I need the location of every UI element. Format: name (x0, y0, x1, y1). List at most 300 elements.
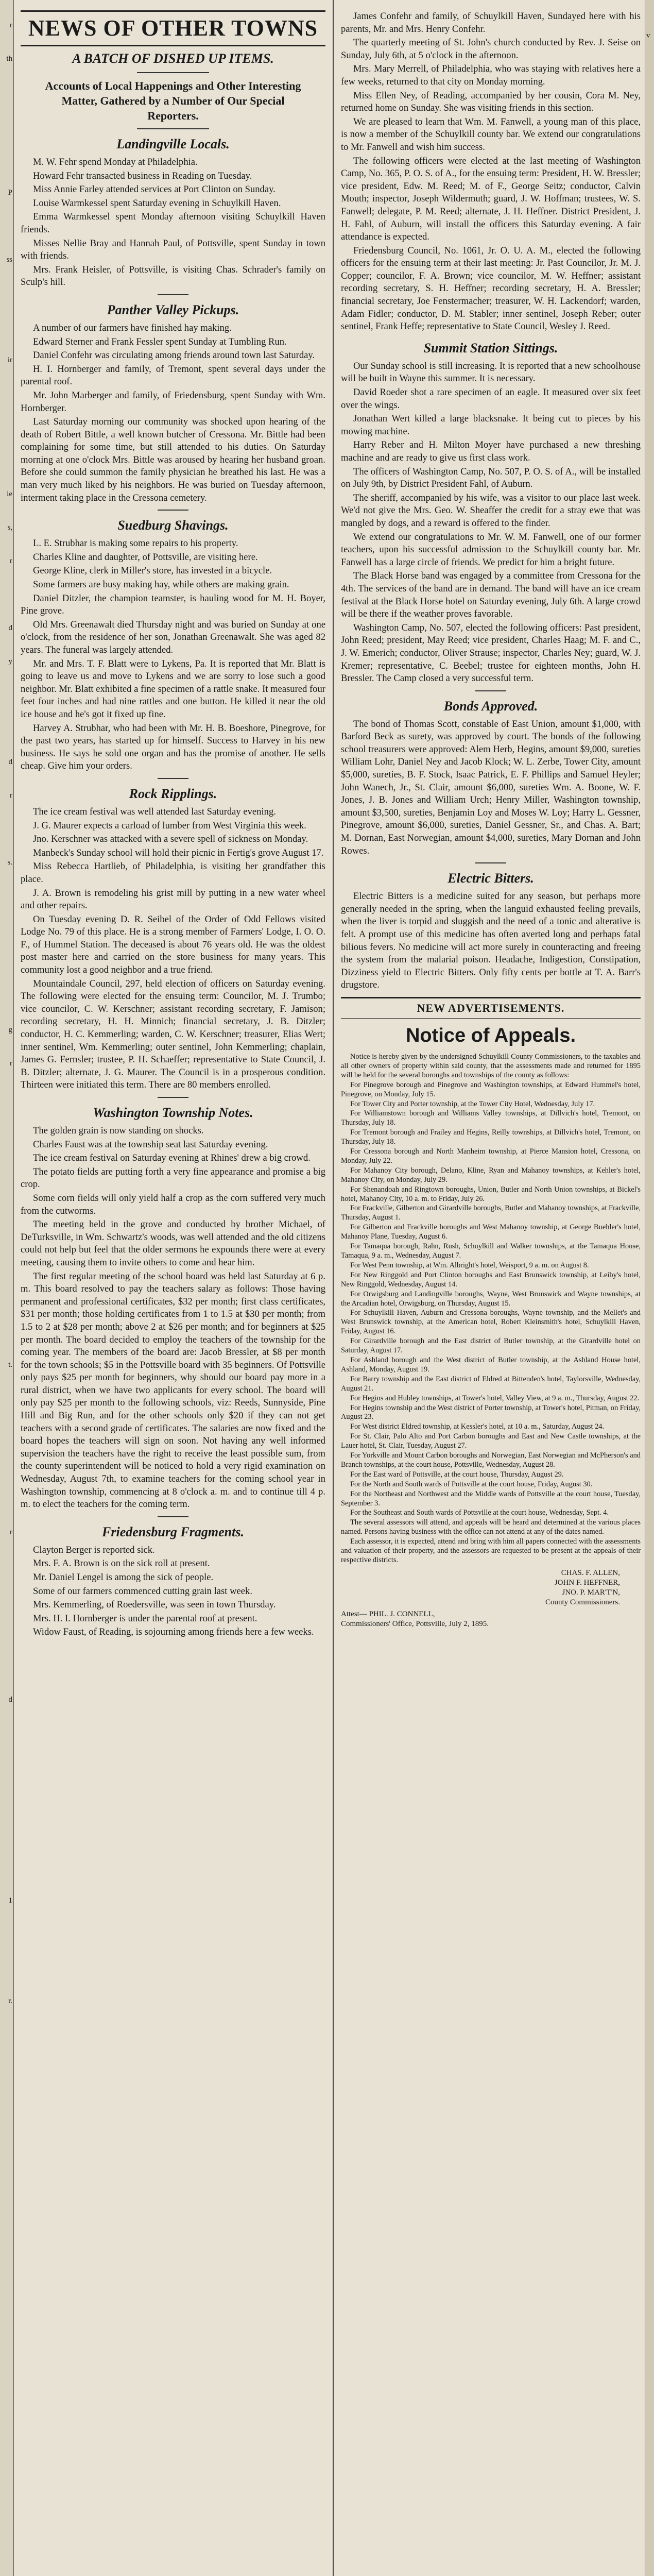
appeal-schedule-item: For the North and South wards of Pottsville at the court house, Friday, August 30. (350, 1480, 593, 1488)
headline-subdeck: Accounts of Local Happenings and Other Interesting Matter, Gathered by a Number of Our Special Reporters. (45, 79, 301, 122)
margin-fragment (645, 252, 654, 262)
margin-fragment (645, 1337, 654, 1347)
news-item: Manbeck's Sunday school will hold their picnic in Fertig's grove August 17. (33, 847, 324, 858)
margin-fragment (645, 915, 654, 925)
bonds-items (341, 718, 641, 858)
margin-fragment (645, 614, 654, 623)
margin-fragment (0, 1260, 13, 1269)
news-item: The officers of Washington Camp, No. 507, P. O. S. of A., will be installed on July 9th, by District President Fahl, of Auburn. (341, 466, 641, 490)
news-item: Some of our farmers commenced cutting grain last week. (33, 1585, 252, 1597)
news-item: George Kline, clerk in Miller's store, has invested in a bicycle. (33, 565, 272, 577)
appeal-schedule-item: For the Southeast and South wards of Pottsville at the court house, Wednesday, Sept. 4. (350, 1509, 609, 1517)
news-item: Daniel Confehr was circulating among friends around town last Saturday. (33, 350, 315, 361)
signature-line: CHAS. F. ALLEN, (561, 1568, 620, 1577)
margin-fragment (0, 2465, 13, 2475)
margin-fragment (645, 815, 654, 824)
margin-fragment: s, (7, 523, 12, 532)
margin-fragment (645, 1598, 654, 1608)
news-item: The ice cream festival on Saturday evening at Rhines' drew a big crowd. (33, 1153, 311, 1164)
section-title: Landingville Locals. (116, 137, 230, 151)
margin-fragment (645, 654, 654, 664)
signature-line: JOHN F. HEFFNER, (554, 1578, 620, 1587)
appeal-schedule-item: For Tower City and Porter township, at the Tower City Hotel, Wednesday, July 17. (350, 1099, 595, 1108)
margin-fragment (0, 2063, 13, 2073)
divider (475, 862, 506, 863)
margin-fragment (645, 1478, 654, 1487)
margin-fragment (645, 1578, 654, 1588)
news-item: Old Mrs. Greenawalt died Thursday night and was buried on Sunday at one o'clock, from the residence of her son, Jonathan Greenawalt. She was aged 82 years. The funeral was largely attended. (21, 619, 325, 655)
news-item: A number of our farmers have finished hay making. (33, 322, 232, 333)
section-title-summit: Summit Station Sittings. (423, 340, 558, 355)
margin-fragment (645, 71, 654, 81)
margin-fragment (645, 1980, 654, 1990)
margin-fragment: r (10, 1528, 12, 1536)
margin-fragment (645, 2442, 654, 2452)
news-item: Mr. and Mrs. T. F. Blatt were to Lykens, Pa. It is reported that Mr. Blatt is going to leave us and move to Lykens and we are sorry to lose such a good neighbor. Mr. Blatt exhibited a fine specimen of a rattle snake. It measured four feet four inches and had nine rattles and one button. He killed it near the old ice house and he's got it fixed up fine. (21, 658, 325, 720)
margin-fragment (645, 714, 654, 724)
news-item: Charles Kline and daughter, of Pottsville, are visiting here. (33, 551, 258, 563)
margin-fragment (645, 1277, 654, 1286)
advertisement-text: Electric Bitters is a medicine suited for any season, but perhaps more generally needed in the spring, when the languid exhausted feeling prevails, when the liver is torpid and sluggish and the need of a tonic and alterative is felt. A prompt use of this medicine has often averted long and perhaps fatal bilious fevers. No medicine will act more surely in counteracting and freeing the system from the malarial poison. Headache, Indigestion, Constipation, Dizziness yield to Electric Bitters. Only fifty cents per bottle at T. A. Barr's drugstore. (341, 891, 641, 991)
margin-fragment (645, 634, 654, 643)
news-item: Daniel Ditzler, the champion teamster, is hauling wood for M. H. Boyer, Pine grove. (21, 592, 325, 617)
section-title: Rock Ripplings. (129, 786, 217, 801)
appeal-schedule-item: Each assessor, it is expected, attend and bring with him all papers connected with the assessments and valuation of their property, and the assessors are requested to be present at the appeals of their respective districts. (341, 1537, 641, 1564)
local-sections (21, 135, 325, 1639)
appeal-schedule-item: For Hegins and Hubley townships, at Tower's hotel, Valley View, at 9 a. m., Thursday, August 22. (350, 1394, 640, 1402)
margin-fragment (0, 1595, 13, 1604)
margin-fragment (645, 2301, 654, 2311)
margin-fragment (645, 2321, 654, 2331)
margin-fragment (645, 433, 654, 443)
margin-fragment (645, 533, 654, 543)
margin-fragment (0, 389, 13, 399)
section-title-bitters: Electric Bitters. (448, 871, 534, 886)
margin-fragment (645, 1518, 654, 1528)
appeal-schedule-item: For St. Clair, Palo Alto and Port Carbon boroughs and East and New Castle townships, at the Lauer hotel, St. Clair, Tuesday, August 27. (341, 1432, 641, 1450)
divider (158, 1097, 188, 1098)
margin-fragment (645, 1156, 654, 1166)
margin-fragment (645, 975, 654, 985)
margin-fragment (645, 1920, 654, 1929)
margin-fragment (645, 1558, 654, 1568)
news-item: Clayton Berger is reported sick. (33, 1544, 155, 1555)
margin-fragment (645, 1799, 654, 1809)
appeal-schedule-item: For Gilberton and Frackville boroughs and West Mahanoy township, at George Buehler's hotel, Mahanoy Plane, Tuesday, August 6. (341, 1223, 641, 1241)
margin-fragment: t. (8, 1361, 12, 1369)
margin-fragment (645, 2100, 654, 2110)
margin-fragment (645, 1538, 654, 1548)
margin-fragment (645, 1960, 654, 1970)
right-edge-strip (645, 0, 654, 2576)
margin-fragment (0, 2499, 13, 2509)
margin-fragment (645, 1638, 654, 1648)
news-item: Misses Nellie Bray and Hannah Paul, of Pottsville, spent Sunday in town with friends. (21, 238, 325, 262)
margin-fragment (0, 1795, 13, 1805)
commissioners-signature (341, 1568, 641, 1607)
news-item: Our Sunday school is still increasing. It is reported that a new schoolhouse will be built in Wayne this summer. It is necessary. (341, 360, 641, 384)
margin-fragment (0, 590, 13, 600)
news-item: The quarterly meeting of St. John's church conducted by Rev. J. Seise on Sunday, July 6th, at 5 o'clock in the afternoon. (341, 37, 641, 61)
new-advertisements-title: NEW ADVERTISEMENTS. (341, 997, 641, 1019)
bitters-items (341, 890, 641, 992)
news-item: Mr. John Marberger and family, of Friedensburg, spent Sunday with Wm. Hornberger. (21, 389, 325, 414)
margin-fragment: d (8, 624, 12, 632)
margin-fragment (645, 493, 654, 503)
news-item: Mrs. H. I. Hornberger is under the parental roof at present. (33, 1613, 257, 1624)
margin-fragment (645, 2261, 654, 2271)
margin-fragment (0, 1427, 13, 1437)
news-item: Harry Reber and H. Milton Moyer have purchased a new threshing machine and are ready to give us first class work. (341, 439, 641, 463)
margin-fragment (0, 1394, 13, 1403)
news-item: On Tuesday evening D. R. Seibel of the Order of Odd Fellows visited Lodge No. 79 of this place. He is a strong member of Farmers' Lodge, I. O. O. F., of Hummel Station. The deceased is about 76 years old. He was the oldest post master here and carried on the store business for many years. This community lost a good neighbor and a true friend. (21, 913, 325, 976)
news-item: H. I. Hornberger and family, of Tremont, spent several days under the parental roof. (21, 363, 325, 387)
news-item: J. A. Brown is remodeling his grist mill by putting in a new water wheel and other repairs. (21, 887, 325, 911)
margin-fragment: d (8, 758, 12, 766)
margin-fragment: r (10, 21, 12, 29)
margin-fragment (0, 2130, 13, 2140)
margin-fragment (645, 1377, 654, 1387)
margin-fragment (645, 453, 654, 463)
margin-fragment (0, 2030, 13, 2040)
news-item: The potato fields are putting forth a very fine appearance and promise a big crop. (21, 1166, 325, 1190)
margin-fragment (645, 1257, 654, 1266)
headline-deck: A BATCH OF DISHED UP ITEMS. (72, 51, 274, 66)
margin-fragment: th (6, 55, 12, 63)
margin-fragment (0, 2231, 13, 2241)
margin-fragment (645, 312, 654, 322)
margin-fragment: 1 (8, 1896, 12, 1905)
margin-fragment: ss (6, 256, 12, 264)
divider (158, 778, 188, 779)
margin-fragment (0, 2566, 13, 2575)
divider (137, 72, 209, 73)
margin-fragment (0, 2432, 13, 2442)
margin-fragment (645, 674, 654, 684)
margin-fragment (0, 2197, 13, 2207)
news-item: Mrs. Mary Merrell, of Philadelphia, who was staying with relatives here a few weeks, returned to that city on Monday morning. (341, 63, 641, 87)
appeal-schedule-item: For Hegins township and the West district of Porter township, at Tower's hotel, Pitman, on Friday, August 23. (341, 1403, 641, 1421)
margin-fragment (645, 2382, 654, 2392)
margin-fragment (0, 88, 13, 97)
margin-fragment (645, 1036, 654, 1045)
margin-fragment (645, 2342, 654, 2351)
margin-fragment (645, 393, 654, 402)
margin-fragment (0, 2264, 13, 2274)
margin-fragment (645, 1076, 654, 1086)
margin-fragment (645, 734, 654, 744)
news-item: Harvey A. Strubhar, who had been with Mr. H. B. Boeshore, Pinegrove, for the past two years, has started up for himself. Success to Harvey in his new business. He says he sold one organ and has the promise of another. He sells cheap. Give him your orders. (21, 722, 325, 772)
margin-fragment (645, 172, 654, 181)
divider (137, 128, 209, 129)
margin-fragment (645, 895, 654, 905)
news-item: The golden grain is now standing on shocks. (33, 1125, 204, 1136)
news-item: Mrs. Frank Heisler, of Pottsville, is visiting Chas. Schrader's family on Sculp's hill. (21, 264, 325, 288)
margin-fragment (645, 2000, 654, 2010)
margin-fragment (645, 1779, 654, 1789)
news-item: Miss Annie Farley attended services at Port Clinton on Sunday. (33, 184, 276, 195)
margin-fragment (645, 2241, 654, 2251)
margin-fragment (645, 1819, 654, 1829)
appeal-schedule-item: For Tremont borough and Frailey and Hegins, Reilly townships, at Dillvich's hotel, Tremont, on Thursday, July 18. (341, 1128, 641, 1146)
margin-fragment (645, 1498, 654, 1507)
margin-fragment (0, 1862, 13, 1872)
margin-fragment (645, 2141, 654, 2150)
margin-fragment (645, 1196, 654, 1206)
section-title: Suedburg Shavings. (117, 518, 229, 533)
margin-fragment (645, 1618, 654, 1628)
attest-role: Commissioners' Office, Pottsville, July 2, 1895. (341, 1619, 489, 1628)
margin-fragment (0, 456, 13, 466)
margin-fragment (645, 473, 654, 483)
margin-fragment (645, 1679, 654, 1688)
divider (475, 690, 506, 691)
news-item: Washington Camp, No. 507, elected the following officers: Past president, John Reed; president, May Reed; vice president, Charles Haag; M. F. and C., J. W. Emerich; conductor, Oliver Strause; inspector, Charles Ney; guard, W. J. Kremer; representative, C. Beebel; trustee for eighteen months, John H. Bressler. The Camp closed a very successful term. (341, 622, 641, 684)
margin-fragment (645, 372, 654, 382)
appeal-schedule-item: For West district Eldred township, at Kessler's hotel, at 10 a. m., Saturday, August 24. (350, 1422, 605, 1431)
attest-block (341, 1609, 641, 1629)
news-item: Miss Ellen Ney, of Reading, accompanied by her cousin, Cora M. Ney, returned home on Sunday. She was visiting friends in this section. (341, 90, 641, 114)
appeal-schedule-item: For Ashland borough and the West district of Butler township, at the Ashland House hotel, Ashland, Monday, August 19. (341, 1355, 641, 1374)
margin-fragment (645, 192, 654, 201)
margin-fragment (645, 774, 654, 784)
margin-fragment (0, 322, 13, 332)
margin-fragment: d (8, 1696, 12, 1704)
news-item: We are pleased to learn that Wm. M. Fanwell, a young man of this place, is now a member of the Schuylkill county bar. We extend our congratulations to Mr. Fanwell and wish him success. (341, 116, 641, 152)
margin-fragment (645, 2543, 654, 2552)
summit-items (341, 360, 641, 685)
news-item: The meeting held in the grove and conducted by brother Michael, of DeTurksville, in Wm. Schwartz's woods, was well attended and the old citizens could not help but feel that the older sermons he expounds there were at every meeting, causing them to invite others to come and hear him. (21, 1219, 325, 1268)
margin-fragment (645, 1397, 654, 1407)
appeal-schedule-item: For New Ringgold and Port Clinton boroughs and East Brunswick township, at Leiby's hotel, New Ringgold, Wednesday, August 14. (341, 1270, 641, 1289)
news-item: James Confehr and family, of Schuylkill Haven, Sundayed here with his parents, Mr. and Mrs. Henry Confehr. (341, 11, 641, 35)
margin-fragment (0, 2097, 13, 2107)
margin-fragment (0, 1159, 13, 1169)
margin-fragment (645, 594, 654, 603)
margin-fragment (0, 2398, 13, 2408)
margin-fragment (645, 2060, 654, 2070)
margin-fragment (0, 2164, 13, 2174)
margin-fragment (645, 794, 654, 804)
margin-fragment (645, 1458, 654, 1467)
margin-fragment (0, 1728, 13, 1738)
margin-fragment (645, 2502, 654, 2512)
margin-fragment (645, 875, 654, 885)
appeal-schedule-item: For Frackville, Gilberton and Girardville boroughs, Butler and Mahanoy townships, at Frackville, Thursday, August 1. (341, 1204, 641, 1222)
margin-fragment (645, 1940, 654, 1950)
news-item: Miss Rebecca Hartlieb, of Philadelphia, is visiting her grandfather this place. (21, 861, 325, 885)
news-item: Some corn fields will only yield half a crop as the corn suffered very much from the cutworms. (21, 1192, 325, 1216)
page-headline: NEWS OF OTHER TOWNS (21, 10, 325, 46)
margin-fragment (645, 995, 654, 1005)
news-item: The ice cream festival was well attended last Saturday evening. (33, 806, 276, 817)
right-top-items (341, 10, 641, 333)
margin-fragment (0, 992, 13, 1002)
margin-fragment (0, 1126, 13, 1136)
margin-fragment (645, 2201, 654, 2211)
news-item: Louise Warmkessel spent Saturday evening in Schuylkill Haven. (33, 197, 281, 209)
margin-fragment (645, 151, 654, 161)
margin-fragment (645, 1056, 654, 1065)
margin-fragment (0, 1561, 13, 1571)
section-title: Washington Township Notes. (93, 1105, 253, 1120)
margin-fragment (0, 222, 13, 231)
margin-fragment (645, 1859, 654, 1869)
appeal-schedule-item: For the East ward of Pottsville, at the court house, Thursday, August 29. (350, 1470, 564, 1479)
margin-fragment (0, 1226, 13, 1236)
margin-fragment (645, 1136, 654, 1146)
news-item: The sheriff, accompanied by his wife, was a visitor to our place last week. We'd not give the Mrs. Geo. W. Sheaffer the credit for a stray ewe that was mangled by dogs, and a reward is offered to the finder. (341, 492, 641, 529)
margin-fragment (0, 690, 13, 700)
notice-of-appeals-title: Notice of Appeals. (405, 1024, 576, 1046)
news-item: Friedensburg Council, No. 1061, Jr. O. U. A. M., elected the following officers for the ensuing term at their last meeting: Jr. Past Councilor, Jr. M. J. Copper; councilor, F. A. Brown; vice councilor, M. W. Heffner; assistant recording secretary, S. H. Heffner; recording secretary, H. A. Bressler; financial secretary, Joe Fenstermacher; treasurer, W. H. Lackendorf; warden, Adam Fidler; conductor, D. M. Stabler; inner sentinel, Joseph Reber; outer sentinel, Frank Heffe; representative to State Council, Wesley J. Reed. (341, 245, 641, 332)
news-item: Widow Faust, of Reading, is sojourning among friends here a few weeks. (33, 1626, 314, 1638)
divider (158, 294, 188, 295)
margin-fragment (0, 2331, 13, 2341)
news-item: Mrs. Kemmerling, of Roedersville, was seen in town Thursday. (33, 1599, 276, 1611)
margin-fragment (645, 835, 654, 844)
margin-fragment (645, 2281, 654, 2291)
margin-fragment (0, 1662, 13, 1671)
margin-fragment (645, 553, 654, 563)
margin-fragment (645, 1437, 654, 1447)
margin-fragment (0, 2365, 13, 2375)
right-column (337, 0, 644, 2576)
margin-fragment (645, 2362, 654, 2371)
news-item: Last Saturday morning our community was shocked upon hearing of the death of Robert Bittle, a well known butcher of Cressona. Mr. Bittle had been complaining for some time, but still attended to his duties. On Saturday morning at one o'clock Mrs. Bittle was aroused by hearing her husband groan. Before she could summon the family physician he breathed his last. He was a man very much liked by his neighbors. He was buried on Tuesday afternoon, interment taking place in the Cressona cemetery. (21, 416, 325, 503)
margin-fragment (645, 272, 654, 282)
appeal-schedule-item: For Barry township and the East district of Eldred at Bittenden's hotel, Taylorsville, Wednesday, August 21. (341, 1375, 641, 1393)
news-item: We extend our congratulations to Mr. W. M. Fanwell, one of our former teachers, upon his successful admission to the Schuylkill county bar. Mr. Fanwell has a large circle of friends. We predict for him a bright future. (341, 531, 641, 568)
attest-name: PHIL. J. CONNELL, (369, 1609, 435, 1618)
margin-fragment (0, 1929, 13, 1939)
margin-fragment: ir (7, 356, 12, 364)
margin-fragment (645, 2181, 654, 2191)
margin-fragment (645, 352, 654, 362)
margin-fragment (645, 413, 654, 422)
appeal-schedule-item: For Cressona borough and North Manheim township, at Pierce Mansion hotel, Cressona, on Monday, July 22. (341, 1147, 641, 1165)
signature-role: County Commissioners. (545, 1598, 620, 1606)
margin-fragment (0, 724, 13, 734)
margin-fragment (645, 573, 654, 583)
news-item: Mountaindale Council, 297, held election of officers on Saturday evening. The following were elected for the ensuing term: Councilor, M. J. Trumbo; vice councilor, C. W. Kerschner; assistant recording secretary, F. Jamison; recording secretary, H. H. Minnich; financial secretary, J. B. Ditzler; conductor, H. C. Kemmerling; warden, C. W. Kerschner; treasurer, Elias Wert; inner sentinel, Wm. Kemmerling; outer sentinel, John Kemmerling; chaplain, James G. Fernsler; trustee, P. H. Schaeffer; representative to State Council, J. B. Ditzler; alternate, J. G. Maurer. The Council is in a prosperous condition. Thirteen were initiated this term. There are 80 members enrolled. (21, 978, 325, 1091)
appeal-schedule-item: For Orwigsburg and Landingville boroughs, Wayne, West Brunswick and Wayne townships, at the Arcadian hotel, Orwigsburg, on Thursday, August 15. (341, 1290, 641, 1308)
margin-fragment (645, 1658, 654, 1668)
section-title: Panther Valley Pickups. (107, 302, 239, 317)
news-item: The Black Horse band was engaged by a committee from Cressona for the 4th. The services of the band are in demand. The band will have an ice cream festival at the Black Horse hotel on Saturday evening, July 6th. A large crowd will be there if the weather proves favorable. (341, 570, 641, 620)
margin-fragment (0, 1762, 13, 1772)
margin-fragment (645, 2402, 654, 2412)
news-item: Charles Faust was at the township seat last Saturday evening. (33, 1139, 268, 1150)
section-title: Friedensburg Fragments. (102, 1524, 244, 1539)
margin-fragment (645, 212, 654, 222)
margin-fragment: y (8, 657, 12, 666)
margin-fragment (0, 1092, 13, 1102)
margin-fragment (0, 1461, 13, 1470)
margin-fragment (645, 1719, 654, 1728)
news-item: The bond of Thomas Scott, constable of East Union, amount $1,000, with Barford Beck as surety, was approved by court. The bonds of the following school treasurers were approved: Alem Herb, Hegins, amount $9,000, sureties William Lohr, Daniel Ney and Jacob Klock; W. L. Zerbe, Tower City, amount $5,000, sureties, B. F. Stock, Isaac Patrick, E. F. Phillips and Samuel Heyler; John Wanech, Jr., St. Clair, amount $6,000, sureties Wm. A. Boone, W. F. Jones, J. B. Jones and William Urch; Henry Miller, Washington township, amount $3,500, sureties, Benjamin Loy and Moses W. Loy; Harry L. Gessner, Pinegrove, amount $6,000, sureties, Daniel Gessner, Sr., and Chas. A. Bart; M. Dornan, East Norwegian, amount $4,000, sureties, Mary Dornan and John Rowes. (341, 718, 641, 856)
margin-fragment: s. (7, 858, 12, 867)
margin-fragment (645, 111, 654, 121)
signature-line: JNO. P. MAR'T'N, (562, 1588, 620, 1597)
margin-fragment (645, 1297, 654, 1307)
news-item: Jno. Kerschner was attacked with a severe spell of sickness on Monday. (33, 834, 308, 845)
margin-fragment (645, 1236, 654, 1246)
news-of-other-towns-column (15, 0, 331, 2576)
margin-fragment (645, 1096, 654, 1106)
appeal-schedule-item: For Mahanoy City borough, Delano, Kline, Ryan and Mahanoy townships, at Kehler's hotel, Mahanoy City, on Monday, July 29. (341, 1166, 641, 1184)
margin-fragment (645, 2080, 654, 2090)
margin-fragment (645, 2020, 654, 2030)
news-item: The first regular meeting of the school board was held last Saturday at 6 p. m. This board resolved to pay the teachers salary as follows: Those having permanent and professional certificates, $32 per month; first class certificates, $31 per month; those holding certificates from 1 to 1.5 at $30 per month; from 1.5 to 2 at $28 per month; above 2 at $26 per month; and for beginners at $25 per month. The board decided to employ the teachers of the township for the coming year. The members of the board are: Jacob Bressler, at $8 per month for the town schools; $5 in the Pottsville board with 35 beginners. Of Pottsville only pays $25 per month for beginners, why should our board pay more in a rural district, when we have two applicants for every school. The board will only pay $25 per month to the following schools, viz: Reeds, Sunnyside, Pine Hill and Big Run, and for the other schools only $20 if they can not get teachers with a second grade of certificates. The salaries are now fixed and the board hopes the teachers will sign on soon. Not having any well informed supervision the teachers have the right to receive the least possible sum, from the county superintendent will be noticed to hold a very rigid examination on Wednesday, August 7th, to examine teachers for the coming school year in Washington township, commencing at 8 o'clock a. m. and to continue till 4 p. m. to elect the teachers for the coming term. (21, 1270, 325, 1510)
margin-fragment (0, 958, 13, 968)
margin-fragment (645, 91, 654, 101)
notice-intro: Notice is hereby given by the undersigned Schuylkill County Commissioners, to the taxables and all other owners of property within said county, that the assessments made and returned for 1895 will be held for the several boroughs and townships of the county as follows: (341, 1052, 641, 1079)
news-item: The following officers were elected at the last meeting of Washington Camp, No. 365, P. O. S. of A., for the ensuing term: President, H. W. Bressler; vice president, Edw. M. Reed; M. of F., George Seitz; conductor, Calvin Mouth; inspector, Joseph Wildermuth; guard, J. W. Hoffman; trustees, W. S. Fanwell; delegate, P. M. Reed; alternate, J. H. Heffner. District President, J. H. Fahl, of Auburn, will install the officers this Saturday evening. A fair attendance is expected. (341, 155, 641, 243)
news-item: Edward Sterner and Frank Fessler spent Sunday at Tumbling Run. (33, 336, 287, 347)
margin-fragment: r (10, 557, 12, 565)
news-item: M. W. Fehr spend Monday at Philadelphia. (33, 157, 198, 167)
margin-fragment (645, 2422, 654, 2432)
margin-fragment (0, 422, 13, 432)
appeal-schedule-item: For the Northeast and Northwest and the Middle wards of Pottsville at the court house, Tuesday, September 3. (341, 1489, 641, 1507)
margin-fragment (645, 1417, 654, 1427)
margin-fragment (645, 1176, 654, 1186)
margin-fragment (0, 1293, 13, 1303)
column-rule (333, 0, 334, 2576)
appeal-schedule-item: For West Penn township, at Wm. Albright's hotel, Weisport, 9 a. m. on August 8. (350, 1261, 589, 1269)
margin-fragment (645, 1900, 654, 1909)
margin-fragment (645, 694, 654, 704)
margin-fragment (645, 131, 654, 141)
margin-fragment (645, 1317, 654, 1327)
margin-fragment (645, 1116, 654, 1126)
left-margin-strip (0, 0, 14, 2576)
attest-label: Attest— (341, 1609, 367, 1618)
section-title-bonds: Bonds Approved. (443, 698, 538, 714)
margin-fragment (0, 2532, 13, 2542)
margin-fragment (645, 332, 654, 342)
margin-fragment (645, 2563, 654, 2572)
divider (158, 510, 188, 511)
margin-fragment (0, 2298, 13, 2308)
margin-fragment (645, 855, 654, 865)
margin-fragment: r. (8, 1997, 12, 2005)
margin-fragment (645, 292, 654, 302)
margin-fragment (645, 1216, 654, 1226)
margin-fragment: r (10, 1059, 12, 1067)
news-item: J. G. Maurer expects a carload of lumber from West Virginia this week. (33, 820, 306, 831)
margin-fragment (645, 1357, 654, 1367)
margin-fragment (645, 1759, 654, 1769)
news-item: David Roeder shot a rare specimen of an eagle. It measured over six feet over the wings. (341, 387, 641, 411)
margin-fragment: r (10, 791, 12, 800)
margin-fragment (645, 232, 654, 242)
margin-fragment (0, 155, 13, 164)
news-item: Jonathan Wert killed a large blacksnake. It being cut to pieces by his mowing machine. (341, 413, 641, 437)
margin-fragment (0, 289, 13, 298)
news-item: Mrs. F. A. Brown is on the sick roll at present. (33, 1558, 210, 1569)
margin-fragment: v (646, 31, 650, 40)
margin-fragment: P (8, 189, 12, 197)
margin-fragment (645, 2121, 654, 2130)
appeal-schedule-item: For Pinegrove borough and Pinegrove and Washington townships, at Edward Hummel's hotel, Pinegrove, on Monday, July 15. (341, 1080, 641, 1098)
margin-fragment (645, 1839, 654, 1849)
margin-fragment (0, 1829, 13, 1839)
appeal-schedule-item: For Girardville borough and the East district of Butler township, at the Girardville hotel on Saturday, August 17. (341, 1337, 641, 1355)
notice-items (341, 1081, 641, 1565)
appeal-schedule-item: The several assessors will attend, and appeals will be heard and determined at the various places named. Persons having business with the office can not attend at any of the dates named. (341, 1518, 641, 1536)
